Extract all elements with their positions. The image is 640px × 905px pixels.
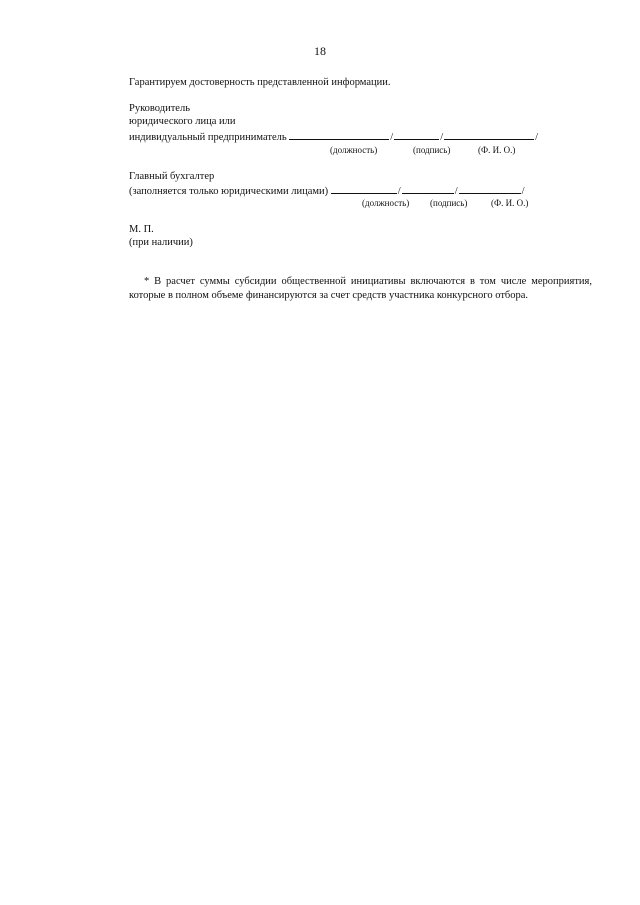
head-caption-name: (Ф. И. О.): [478, 145, 516, 155]
head-caption-signature: (подпись): [413, 145, 451, 155]
accountant-title-line2: (заполняется только юридическими лицами): [129, 186, 329, 197]
accountant-title-line1: Главный бухгалтер: [129, 171, 215, 182]
separator-slash: /: [535, 132, 539, 143]
head-title-line3: индивидуальный предприниматель: [129, 132, 287, 143]
accountant-position-blank[interactable]: [331, 184, 397, 194]
head-name-blank[interactable]: [444, 130, 534, 140]
head-title-line1: Руководитель: [129, 103, 190, 114]
accountant-signature-line: [129, 184, 526, 197]
footnote: * В расчет суммы субсидии общественной инициативы включаются в том числе мероприятия, которые в полном объеме финансируются за счет средств участника конкурсного отбора.: [129, 276, 592, 301]
page-number: 18: [314, 44, 326, 58]
head-signature-line: [129, 130, 539, 143]
seal-note: (при наличии): [129, 237, 193, 248]
separator-slash: /: [454, 186, 458, 197]
guarantee-statement: Гарантируем достоверность представленной информации.: [129, 77, 391, 88]
separator-slash: /: [521, 186, 525, 197]
accountant-caption-position: (должность): [362, 198, 410, 208]
accountant-signature-blank[interactable]: [402, 184, 454, 194]
separator-slash: /: [390, 132, 394, 143]
accountant-caption-name: (Ф. И. О.): [491, 198, 529, 208]
separator-slash: /: [397, 186, 401, 197]
head-caption-position: (должность): [330, 145, 378, 155]
accountant-caption-signature: (подпись): [430, 198, 468, 208]
head-signature-blank[interactable]: [394, 130, 439, 140]
separator-slash: /: [440, 132, 444, 143]
accountant-name-blank[interactable]: [459, 184, 521, 194]
head-title-line2: юридического лица или: [129, 116, 236, 127]
seal-label: М. П.: [129, 224, 154, 235]
head-position-blank[interactable]: [289, 130, 389, 140]
